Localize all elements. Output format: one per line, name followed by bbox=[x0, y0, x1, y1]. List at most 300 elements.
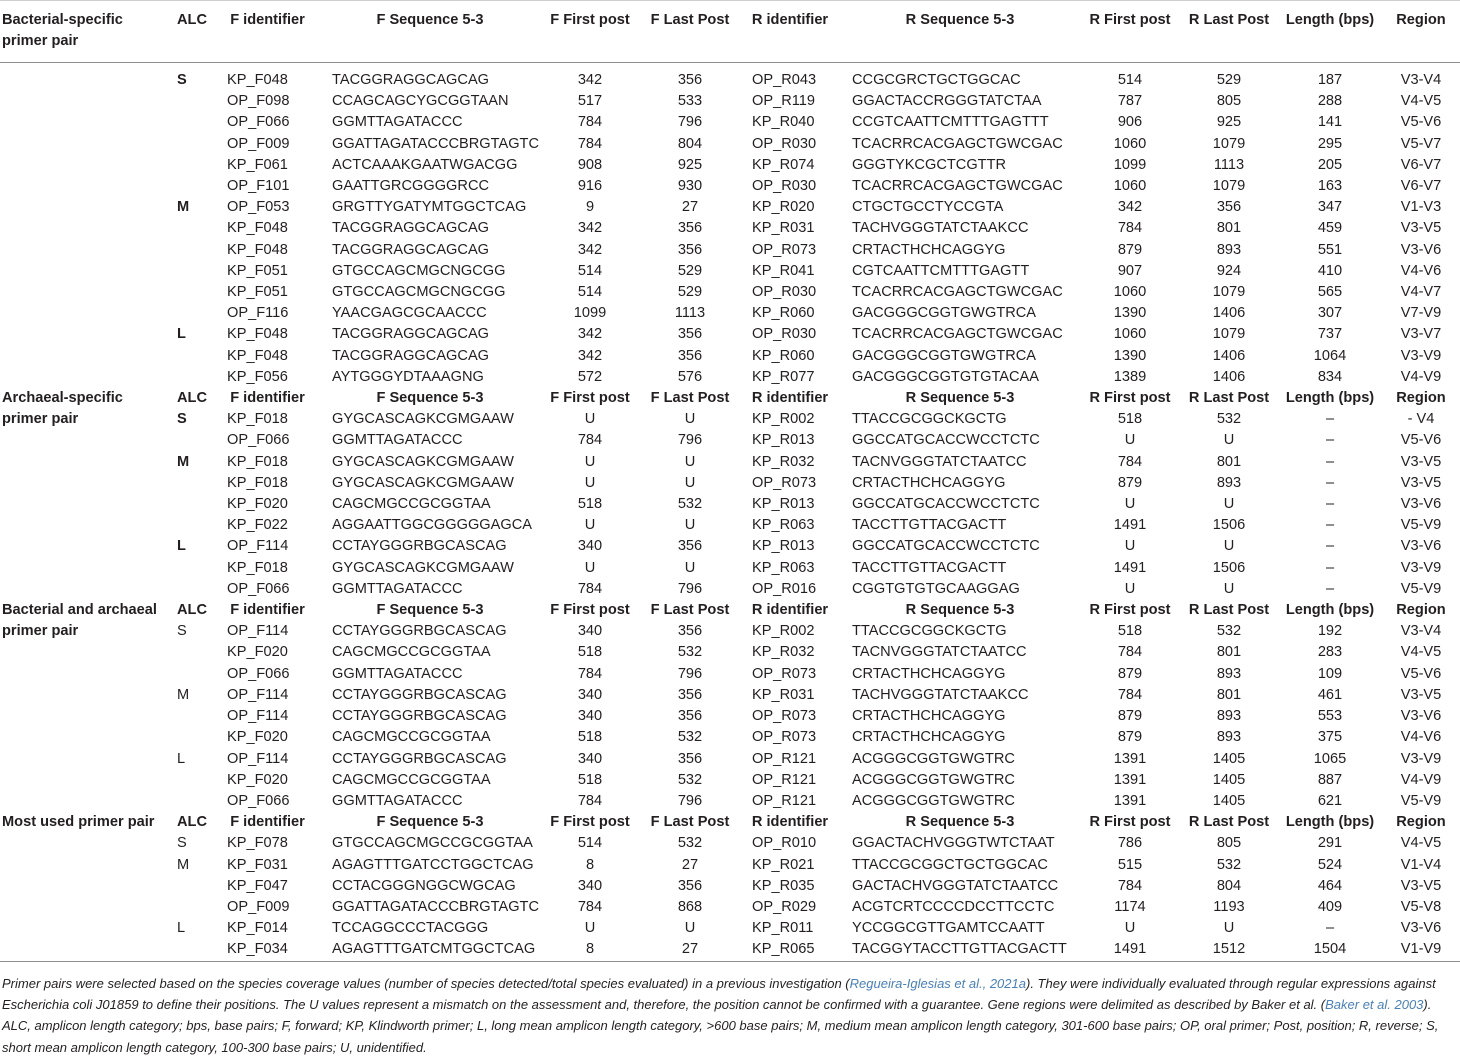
f-first-post-cell: 340 bbox=[577, 877, 603, 894]
group-spacer bbox=[0, 346, 165, 367]
region-cell: V3-V6 bbox=[1400, 538, 1442, 555]
group-spacer bbox=[0, 918, 165, 939]
length-bps-cell: 410 bbox=[1317, 262, 1343, 279]
alc-cell: L bbox=[177, 326, 186, 343]
f-first-post-cell: 9 bbox=[585, 199, 595, 216]
table-body bbox=[0, 1, 1460, 962]
r-identifier-cell: KP_R063 bbox=[752, 517, 815, 534]
r-first-post-cell: U bbox=[1124, 496, 1136, 513]
r-last-post-cell: 893 bbox=[1216, 241, 1242, 258]
region-cell: V3-V6 bbox=[1400, 496, 1442, 513]
length-bps-cell: 1064 bbox=[1313, 347, 1347, 364]
alc-cell bbox=[165, 346, 215, 367]
region-cell: V5-V6 bbox=[1400, 665, 1442, 682]
r-identifier-cell: OP_R016 bbox=[752, 580, 817, 597]
f-sequence-cell: GRGTTYGATYMTGGCTCAG bbox=[332, 199, 527, 216]
f-identifier-cell: OP_F066 bbox=[227, 665, 290, 682]
r-identifier-cell: OP_R030 bbox=[752, 284, 817, 301]
column-header-length-bps: Length (bps) bbox=[1285, 12, 1375, 28]
column-header-f-first-post: F First post bbox=[550, 602, 630, 619]
table-row bbox=[0, 240, 1460, 261]
alc-cell: L bbox=[177, 538, 186, 555]
r-identifier-cell: KP_R041 bbox=[752, 262, 815, 279]
f-identifier-cell: OP_F101 bbox=[227, 178, 290, 195]
f-first-post-cell: 908 bbox=[577, 156, 603, 173]
f-sequence-cell: AGGAATTGGCGGGGGAGCA bbox=[332, 517, 533, 534]
f-first-post-cell: U bbox=[584, 474, 596, 491]
r-sequence-cell: TTACCGCGGCTGCTGGCAC bbox=[852, 856, 1048, 873]
r-sequence-cell: CRTACTHCHCAGGYG bbox=[852, 474, 1006, 491]
f-sequence-cell: AGAGTTTGATCCTGGCTCAG bbox=[332, 856, 534, 873]
f-sequence-cell: GGMTTAGATACCC bbox=[332, 432, 463, 449]
r-first-post-cell: 787 bbox=[1117, 93, 1143, 110]
f-last-post-cell: U bbox=[684, 559, 696, 576]
column-header-r-first-post: R First post bbox=[1089, 602, 1171, 619]
region-cell: V5-V9 bbox=[1400, 517, 1442, 534]
region-cell: V5-V6 bbox=[1400, 114, 1442, 131]
alc-cell bbox=[165, 240, 215, 261]
r-sequence-cell: CRTACTHCHCAGGYG bbox=[852, 241, 1006, 258]
f-sequence-cell: AYTGGGYDTAAAGNG bbox=[332, 368, 484, 385]
region-cell: V1-V9 bbox=[1400, 941, 1442, 958]
length-bps-cell: 283 bbox=[1317, 644, 1343, 661]
column-header-r-sequence: R Sequence 5-3 bbox=[905, 12, 1015, 28]
r-first-post-cell: 784 bbox=[1117, 220, 1143, 237]
length-bps-cell: 621 bbox=[1317, 792, 1343, 809]
f-last-post-cell: 796 bbox=[677, 792, 703, 809]
f-last-post-cell: 532 bbox=[677, 771, 703, 788]
r-sequence-cell: TACHVGGGTATCTAAKCC bbox=[852, 686, 1029, 703]
r-last-post-cell: 1113 bbox=[1213, 156, 1245, 173]
column-header-length-bps: Length (bps) bbox=[1285, 390, 1375, 407]
alc-cell bbox=[165, 112, 215, 133]
table-row bbox=[0, 791, 1460, 812]
r-last-post-cell: 1079 bbox=[1212, 284, 1246, 301]
f-last-post-cell: 356 bbox=[677, 877, 703, 894]
column-header-r-first-post: R First post bbox=[1089, 12, 1171, 28]
table-row bbox=[0, 346, 1460, 367]
r-sequence-cell: TACCTTGTTACGACTT bbox=[852, 517, 1007, 534]
r-sequence-cell: CRTACTHCHCAGGYG bbox=[852, 729, 1006, 746]
alc-cell bbox=[165, 282, 215, 303]
r-sequence-cell: GGACTACHVGGGTWTCTAAT bbox=[852, 835, 1055, 852]
region-cell: V3-V7 bbox=[1400, 326, 1442, 343]
f-sequence-cell: ACTCAAAKGAATWGACGG bbox=[332, 156, 518, 173]
group-spacer bbox=[0, 876, 165, 897]
f-last-post-cell: 532 bbox=[677, 835, 703, 852]
column-header-r-identifier: R identifier bbox=[751, 390, 829, 407]
f-identifier-cell: OP_F114 bbox=[227, 750, 289, 767]
alc-cell: M bbox=[177, 856, 190, 873]
length-bps-cell: – bbox=[1325, 538, 1335, 555]
f-first-post-cell: 8 bbox=[585, 941, 595, 958]
r-sequence-cell: GACGGGCGGTGWGTRCA bbox=[852, 347, 1037, 364]
f-identifier-cell: OP_F066 bbox=[227, 114, 290, 131]
r-last-post-cell: 801 bbox=[1216, 644, 1242, 661]
r-last-post-cell: 893 bbox=[1216, 729, 1242, 746]
r-sequence-cell: GACGGGCGGTGWGTRCA bbox=[852, 305, 1037, 322]
f-sequence-cell: GGMTTAGATACCC bbox=[332, 114, 463, 131]
group-spacer bbox=[0, 706, 165, 727]
f-identifier-cell: OP_F066 bbox=[227, 792, 290, 809]
table-row bbox=[0, 303, 1460, 324]
length-bps-cell: 109 bbox=[1317, 665, 1343, 682]
f-sequence-cell: CAGCMGCCGCGGTAA bbox=[332, 496, 491, 513]
f-identifier-cell: OP_F114 bbox=[227, 623, 289, 640]
f-last-post-cell: U bbox=[684, 411, 696, 428]
table-row bbox=[0, 409, 1460, 430]
length-bps-cell: 834 bbox=[1317, 368, 1343, 385]
r-first-post-cell: 1060 bbox=[1113, 326, 1147, 343]
table-row bbox=[0, 749, 1460, 770]
r-sequence-cell: TTACCGCGGCKGCTG bbox=[852, 411, 1007, 428]
alc-cell bbox=[165, 897, 215, 918]
r-first-post-cell: 879 bbox=[1117, 241, 1143, 258]
column-header-f-identifier: F identifier bbox=[230, 12, 305, 28]
f-first-post-cell: 518 bbox=[577, 496, 603, 513]
r-sequence-cell: GGCCATGCACCWCCTCTC bbox=[852, 432, 1040, 449]
r-sequence-cell: TCACRRCACGAGCTGWCGAC bbox=[852, 284, 1063, 301]
r-first-post-cell: U bbox=[1124, 432, 1136, 449]
r-sequence-cell: GGCCATGCACCWCCTCTC bbox=[852, 538, 1040, 555]
alc-cell bbox=[165, 218, 215, 239]
alc-cell: S bbox=[177, 411, 187, 428]
r-last-post-cell: 805 bbox=[1216, 93, 1242, 110]
group-spacer bbox=[0, 452, 165, 473]
table-row bbox=[0, 367, 1460, 388]
alc-cell bbox=[165, 706, 215, 727]
alc-cell: L bbox=[177, 750, 186, 767]
length-bps-cell: – bbox=[1325, 453, 1335, 470]
table-row bbox=[0, 939, 1460, 961]
f-identifier-cell: KP_F051 bbox=[227, 284, 288, 301]
r-first-post-cell: 1391 bbox=[1113, 792, 1147, 809]
f-last-post-cell: 356 bbox=[677, 538, 703, 555]
f-first-post-cell: 514 bbox=[577, 284, 603, 301]
f-identifier-cell: KP_F018 bbox=[227, 453, 288, 470]
column-header-alc: ALC bbox=[177, 602, 207, 619]
f-first-post-cell: 518 bbox=[577, 644, 603, 661]
f-first-post-cell: 784 bbox=[577, 898, 603, 915]
alc-cell bbox=[165, 473, 215, 494]
f-first-post-cell: U bbox=[584, 411, 596, 428]
r-first-post-cell: 784 bbox=[1117, 877, 1143, 894]
f-first-post-cell: 784 bbox=[577, 580, 603, 597]
length-bps-cell: 1504 bbox=[1313, 941, 1347, 958]
region-cell: V1-V3 bbox=[1400, 199, 1442, 216]
f-identifier-cell: KP_F018 bbox=[227, 411, 288, 428]
group-spacer bbox=[0, 240, 165, 261]
length-bps-cell: 464 bbox=[1317, 877, 1343, 894]
length-bps-cell: 737 bbox=[1317, 326, 1343, 343]
f-last-post-cell: 356 bbox=[677, 750, 703, 767]
r-identifier-cell: OP_R119 bbox=[752, 93, 816, 110]
r-last-post-cell: 893 bbox=[1216, 474, 1242, 491]
region-cell: V4-V6 bbox=[1400, 729, 1442, 746]
table-row bbox=[0, 515, 1460, 536]
alc-cell bbox=[165, 558, 215, 579]
f-last-post-cell: U bbox=[684, 517, 696, 534]
f-identifier-cell: KP_F014 bbox=[227, 920, 288, 937]
group-spacer bbox=[0, 770, 165, 791]
region-cell: V4-V6 bbox=[1400, 262, 1442, 279]
f-last-post-cell: 529 bbox=[677, 262, 703, 279]
r-identifier-cell: KP_R060 bbox=[752, 305, 815, 322]
length-bps-cell: 461 bbox=[1317, 686, 1343, 703]
f-identifier-cell: KP_F018 bbox=[227, 474, 288, 491]
f-last-post-cell: 796 bbox=[677, 114, 703, 131]
f-identifier-cell: KP_F048 bbox=[227, 72, 288, 88]
f-identifier-cell: OP_F116 bbox=[227, 305, 289, 322]
r-identifier-cell: OP_R121 bbox=[752, 771, 817, 788]
f-sequence-cell: GTGCCAGCMGCCGCGGTAA bbox=[332, 835, 533, 852]
r-identifier-cell: OP_R073 bbox=[752, 708, 817, 725]
r-first-post-cell: U bbox=[1124, 920, 1136, 937]
r-sequence-cell: ACGGGCGGTGWGTRC bbox=[852, 750, 1015, 767]
f-first-post-cell: 1099 bbox=[573, 305, 607, 322]
r-first-post-cell: 342 bbox=[1117, 199, 1143, 216]
group-title: Archaeal-specific primer pair bbox=[2, 390, 123, 428]
group-spacer bbox=[0, 939, 165, 961]
alc-cell: M bbox=[177, 453, 190, 470]
group-spacer bbox=[0, 579, 165, 600]
r-last-post-cell: 801 bbox=[1216, 220, 1242, 237]
length-bps-cell: – bbox=[1325, 474, 1335, 491]
f-first-post-cell: U bbox=[584, 517, 596, 534]
table-row bbox=[0, 621, 1460, 642]
r-first-post-cell: 1389 bbox=[1113, 368, 1147, 385]
r-identifier-cell: KP_R035 bbox=[752, 877, 815, 894]
length-bps-cell: 524 bbox=[1317, 856, 1343, 873]
alc-cell bbox=[165, 367, 215, 388]
r-identifier-cell: KP_R002 bbox=[752, 411, 815, 428]
f-first-post-cell: 342 bbox=[577, 220, 603, 237]
column-header-alc: ALC bbox=[177, 12, 207, 28]
column-header-r-last-post: R Last Post bbox=[1188, 12, 1270, 28]
r-first-post-cell: 1391 bbox=[1113, 771, 1147, 788]
table-row bbox=[0, 91, 1460, 112]
f-last-post-cell: 576 bbox=[677, 368, 703, 385]
f-sequence-cell: GYGCASCAGKCGMGAAW bbox=[332, 453, 514, 470]
region-cell: V5-V9 bbox=[1400, 792, 1442, 809]
table-row bbox=[0, 473, 1460, 494]
column-header-f-first-post: F First post bbox=[550, 12, 630, 28]
alc-cell bbox=[165, 579, 215, 600]
f-sequence-cell: GGMTTAGATACCC bbox=[332, 792, 463, 809]
f-first-post-cell: 784 bbox=[577, 792, 603, 809]
group-spacer bbox=[0, 155, 165, 176]
f-last-post-cell: U bbox=[684, 453, 696, 470]
length-bps-cell: 187 bbox=[1317, 72, 1343, 88]
length-bps-cell: – bbox=[1325, 496, 1335, 513]
r-first-post-cell: 1491 bbox=[1113, 517, 1147, 534]
r-sequence-cell: CTGCTGCCTYCCGTA bbox=[852, 199, 1004, 216]
alc-cell bbox=[165, 261, 215, 282]
f-last-post-cell: 804 bbox=[677, 135, 703, 152]
f-first-post-cell: 784 bbox=[577, 135, 603, 152]
alc-cell bbox=[165, 176, 215, 197]
region-cell: V3-V5 bbox=[1400, 877, 1442, 894]
r-identifier-cell: KP_R065 bbox=[752, 941, 815, 958]
group-spacer bbox=[0, 430, 165, 451]
r-first-post-cell: 784 bbox=[1117, 686, 1143, 703]
f-last-post-cell: 27 bbox=[681, 941, 699, 958]
length-bps-cell: 163 bbox=[1317, 178, 1343, 195]
region-cell: V3-V4 bbox=[1400, 72, 1442, 88]
f-first-post-cell: 518 bbox=[577, 771, 603, 788]
r-sequence-cell: CCGCGRCTGCTGGCAC bbox=[852, 72, 1021, 88]
table-row bbox=[0, 261, 1460, 282]
r-first-post-cell: 1174 bbox=[1114, 898, 1146, 915]
f-last-post-cell: 529 bbox=[677, 284, 703, 301]
r-first-post-cell: 1491 bbox=[1113, 941, 1147, 958]
r-identifier-cell: KP_R074 bbox=[752, 156, 815, 173]
r-last-post-cell: 1506 bbox=[1212, 559, 1246, 576]
group-spacer bbox=[0, 261, 165, 282]
region-cell: V5-V9 bbox=[1400, 580, 1442, 597]
r-last-post-cell: 804 bbox=[1216, 877, 1242, 894]
r-sequence-cell: TCACRRCACGAGCTGWCGAC bbox=[852, 326, 1063, 343]
r-sequence-cell: TACNVGGGTATCTAATCC bbox=[852, 644, 1027, 661]
group-spacer bbox=[0, 197, 165, 218]
alc-cell bbox=[165, 515, 215, 536]
table-row bbox=[0, 685, 1460, 706]
r-sequence-cell: YCCGGCGTTGAMTCCAATT bbox=[852, 920, 1045, 937]
r-sequence-cell: TTACCGCGGCKGCTG bbox=[852, 623, 1007, 640]
f-sequence-cell: GGMTTAGATACCC bbox=[332, 665, 463, 682]
f-first-post-cell: 342 bbox=[577, 326, 603, 343]
table-row bbox=[0, 558, 1460, 579]
f-first-post-cell: 340 bbox=[577, 623, 603, 640]
f-identifier-cell: OP_F098 bbox=[227, 93, 290, 110]
group-spacer bbox=[0, 91, 165, 112]
r-first-post-cell: 514 bbox=[1117, 72, 1143, 88]
length-bps-cell: – bbox=[1325, 432, 1335, 449]
length-bps-cell: 295 bbox=[1317, 135, 1343, 152]
f-identifier-cell: KP_F020 bbox=[227, 496, 288, 513]
r-first-post-cell: 879 bbox=[1117, 729, 1143, 746]
r-last-post-cell: 1406 bbox=[1212, 368, 1246, 385]
reference-link[interactable]: Baker et al. 2003 bbox=[1325, 997, 1424, 1013]
f-last-post-cell: 27 bbox=[681, 856, 699, 873]
r-first-post-cell: 1491 bbox=[1113, 559, 1147, 576]
r-sequence-cell: CGTCAATTCMTTTGAGTT bbox=[852, 262, 1030, 279]
group-spacer bbox=[0, 218, 165, 239]
f-sequence-cell: CCTAYGGGRBGCASCAG bbox=[332, 538, 507, 555]
group-spacer bbox=[0, 473, 165, 494]
r-last-post-cell: U bbox=[1223, 496, 1235, 513]
r-first-post-cell: 515 bbox=[1117, 856, 1143, 873]
f-identifier-cell: KP_F056 bbox=[227, 368, 288, 385]
f-identifier-cell: OP_F114 bbox=[227, 708, 289, 725]
region-cell: V5-V6 bbox=[1400, 432, 1442, 449]
column-header-f-identifier: F identifier bbox=[230, 602, 305, 619]
f-sequence-cell: CAGCMGCCGCGGTAA bbox=[332, 771, 491, 788]
f-first-post-cell: 340 bbox=[577, 686, 603, 703]
f-sequence-cell: CAGCMGCCGCGGTAA bbox=[332, 729, 491, 746]
region-cell: V3-V5 bbox=[1400, 453, 1442, 470]
r-last-post-cell: 356 bbox=[1216, 199, 1242, 216]
r-first-post-cell: U bbox=[1124, 538, 1136, 555]
r-last-post-cell: 893 bbox=[1216, 708, 1242, 725]
f-last-post-cell: 796 bbox=[677, 580, 703, 597]
f-last-post-cell: 1113 bbox=[674, 305, 706, 322]
f-identifier-cell: OP_F066 bbox=[227, 432, 290, 449]
length-bps-cell: – bbox=[1325, 559, 1335, 576]
f-last-post-cell: 356 bbox=[677, 708, 703, 725]
f-last-post-cell: 796 bbox=[677, 665, 703, 682]
f-first-post-cell: 916 bbox=[577, 178, 603, 195]
column-header-f-sequence: F Sequence 5-3 bbox=[376, 12, 484, 28]
f-first-post-cell: 572 bbox=[577, 368, 603, 385]
reference-link[interactable]: Regueira-Iglesias et al., 2021a bbox=[849, 976, 1026, 991]
group-spacer bbox=[0, 727, 165, 748]
f-first-post-cell: 340 bbox=[577, 750, 603, 767]
region-cell: V6-V7 bbox=[1400, 156, 1442, 173]
f-first-post-cell: 342 bbox=[577, 241, 603, 258]
length-bps-cell: – bbox=[1325, 411, 1335, 428]
r-identifier-cell: KP_R011 bbox=[752, 920, 814, 937]
f-first-post-cell: 784 bbox=[577, 114, 603, 131]
column-header-f-last-post: F Last Post bbox=[650, 814, 730, 831]
r-last-post-cell: 1406 bbox=[1212, 305, 1246, 322]
f-identifier-cell: OP_F114 bbox=[227, 686, 289, 703]
r-sequence-cell: GGACTACCRGGGTATCTAA bbox=[852, 93, 1042, 110]
length-bps-cell: 141 bbox=[1317, 114, 1343, 131]
f-identifier-cell: KP_F018 bbox=[227, 559, 288, 576]
table-row bbox=[0, 430, 1460, 451]
r-first-post-cell: 906 bbox=[1117, 114, 1143, 131]
f-last-post-cell: 925 bbox=[677, 156, 703, 173]
region-cell: V4-V7 bbox=[1400, 284, 1442, 301]
column-header-length-bps: Length (bps) bbox=[1285, 814, 1375, 831]
f-last-post-cell: U bbox=[684, 920, 696, 937]
r-identifier-cell: OP_R043 bbox=[752, 72, 817, 88]
f-first-post-cell: 340 bbox=[577, 538, 603, 555]
f-identifier-cell: OP_F009 bbox=[227, 135, 290, 152]
r-first-post-cell: 1390 bbox=[1113, 305, 1147, 322]
group-spacer bbox=[0, 367, 165, 388]
f-identifier-cell: KP_F048 bbox=[227, 220, 288, 237]
r-identifier-cell: KP_R040 bbox=[752, 114, 815, 131]
r-first-post-cell: U bbox=[1124, 580, 1136, 597]
table-row bbox=[0, 833, 1460, 854]
r-sequence-cell: TACHVGGGTATCTAAKCC bbox=[852, 220, 1029, 237]
f-last-post-cell: 356 bbox=[677, 686, 703, 703]
r-last-post-cell: 893 bbox=[1216, 665, 1242, 682]
r-first-post-cell: 907 bbox=[1117, 262, 1143, 279]
column-header-r-sequence: R Sequence 5-3 bbox=[905, 602, 1015, 619]
f-first-post-cell: 518 bbox=[577, 729, 603, 746]
region-cell: V3-V5 bbox=[1400, 474, 1442, 491]
table-row bbox=[0, 664, 1460, 685]
f-last-post-cell: 356 bbox=[677, 623, 703, 640]
alc-cell: S bbox=[177, 72, 187, 88]
f-identifier-cell: KP_F022 bbox=[227, 517, 288, 534]
r-identifier-cell: KP_R031 bbox=[752, 686, 815, 703]
r-last-post-cell: 1079 bbox=[1212, 326, 1246, 343]
region-cell: V3-V9 bbox=[1400, 559, 1442, 576]
column-header-r-last-post: R Last Post bbox=[1188, 602, 1270, 619]
f-last-post-cell: 533 bbox=[677, 93, 703, 110]
column-header-r-sequence: R Sequence 5-3 bbox=[905, 390, 1015, 407]
f-identifier-cell: OP_F053 bbox=[227, 199, 290, 216]
alc-cell bbox=[165, 642, 215, 663]
table-row bbox=[0, 155, 1460, 176]
column-header-region: Region bbox=[1396, 602, 1446, 619]
r-first-post-cell: 1060 bbox=[1113, 178, 1147, 195]
f-first-post-cell: 784 bbox=[577, 432, 603, 449]
